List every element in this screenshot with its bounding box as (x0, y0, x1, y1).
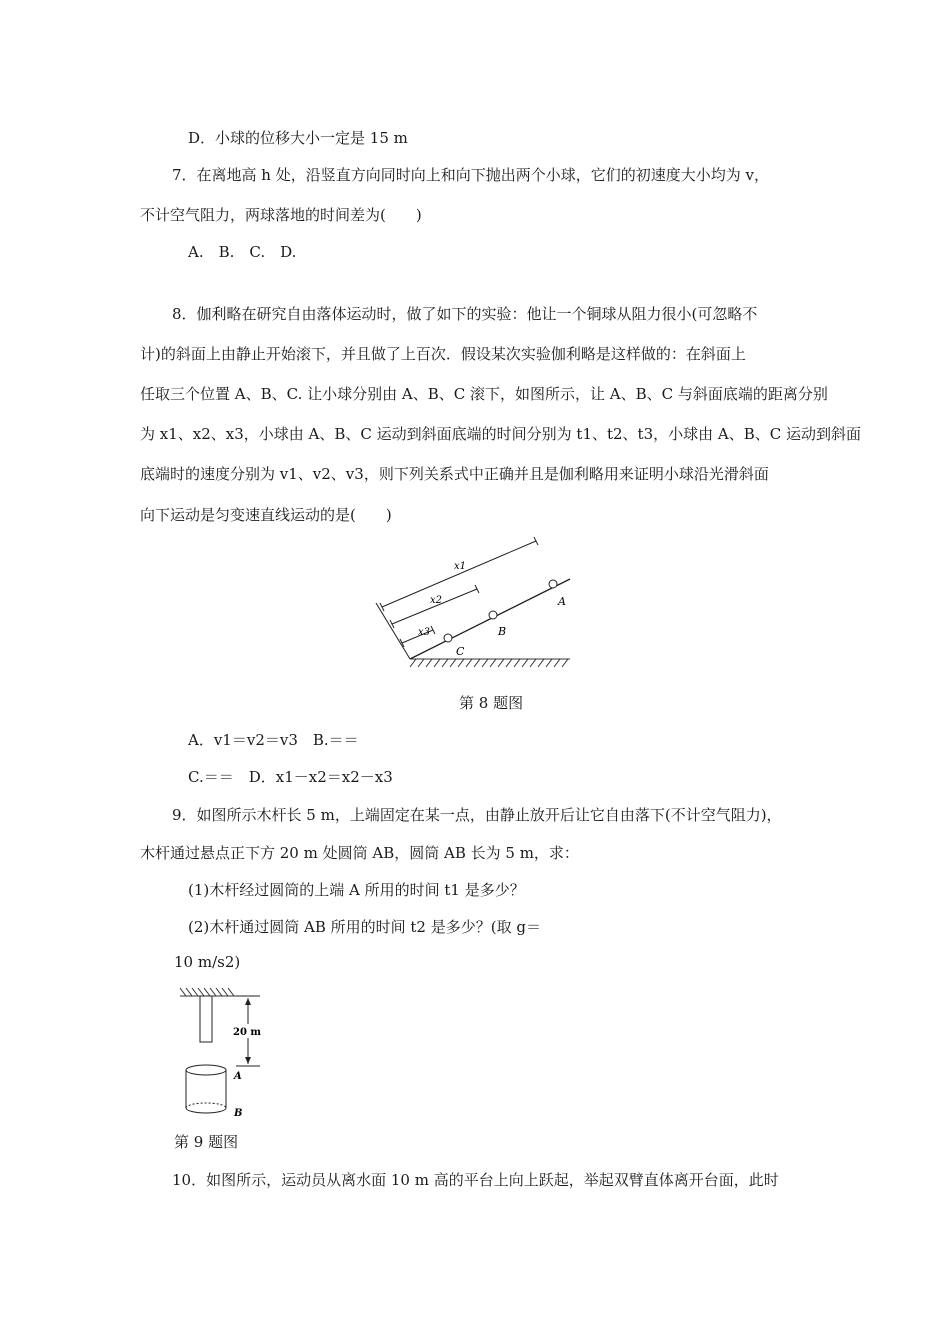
q8-line-2: 计)的斜面上由静止开始滚下，并且做了上百次．假设某次实验伽利略是这样做的：在斜面上 (140, 345, 746, 363)
q8-line-5: 底端时的速度分别为 v1、v2、v3，则下列关系式中正确并且是伽利略用来证明小球沿光滑斜面 (140, 465, 769, 483)
q7-line-2: 不计空气阻力，两球落地的时间差为( ) (140, 206, 422, 224)
ball-b (489, 611, 497, 619)
q9-figure-caption: 第 9 题图 (174, 1133, 239, 1151)
q8-options-cd: C.＝＝ D．x1－x2＝x2－x3 (188, 768, 393, 786)
q8-options-ab: A．v1＝v2＝v3 B.＝＝ (188, 731, 359, 749)
wooden-rod (200, 996, 212, 1042)
label-a: A (234, 1071, 242, 1082)
ground-hatching (410, 659, 570, 667)
q9-line-2: 木杆通过悬点正下方 20 m 处圆筒 AB，圆筒 AB 长为 5 m，求： (140, 844, 579, 862)
cylinder-ab (186, 1065, 226, 1113)
q10-line-1: 10．如图所示，运动员从离水面 10 m 高的平台上向上跃起，举起双臂直体离开台面，此时 (172, 1171, 779, 1189)
q9-sub-1: (1)木杆经过圆筒的上端 A 所用的时间 t1 是多少？ (188, 881, 525, 899)
label-x3: x3 (418, 627, 431, 638)
dimension-lines (376, 537, 538, 659)
incline-surface (410, 579, 570, 659)
q8-line-4: 为 x1、x2、x3，小球由 A、B、C 运动到斜面底端的时间分别为 t1、t2、t3，小球由 A、B、C 运动到斜面 (140, 425, 861, 443)
label-a: A (558, 595, 566, 608)
q9-sub-2-continued: 10 m/s2) (174, 953, 241, 971)
ceiling-hatching (180, 988, 236, 996)
q8-incline-figure (370, 535, 580, 675)
label-b: B (498, 625, 507, 638)
q9-rod-cylinder-figure (176, 986, 266, 1122)
ball-c (444, 634, 452, 642)
label-x1: x1 (454, 561, 467, 572)
label-b: B (234, 1108, 243, 1119)
label-c: C (456, 645, 465, 658)
q8-line-1: 8．伽利略在研究自由落体运动时，做了如下的实验：他让一个铜球从阻力很小(可忽略不 (172, 305, 758, 323)
q9-line-1: 9．如图所示木杆长 5 m，上端固定在某一点，由静止放开后让它自由落下(不计空气阻力)， (172, 806, 782, 824)
q8-figure-caption: 第 8 题图 (459, 694, 524, 712)
q8-line-6: 向下运动是匀变速直线运动的是( ) (140, 506, 392, 524)
ball-a (549, 580, 557, 588)
q6-option-d: D．小球的位移大小一定是 15 m (188, 129, 408, 147)
q9-sub-2: (2)木杆通过圆筒 AB 所用的时间 t2 是多少？(取 g＝ (188, 918, 541, 936)
distance-label: 20 m (233, 1027, 261, 1038)
q7-line-1: 7．在离地高 h 处，沿竖直方向同时向上和向下抛出两个小球，它们的初速度大小均为 v， (172, 166, 769, 184)
label-x2: x2 (430, 595, 443, 606)
q8-line-3: 任取三个位置 A、B、C. 让小球分别由 A、B、C 滚下，如图所示，让 A、B、C 与斜面底端的距离分别 (140, 385, 828, 403)
q7-options: A. B. C. D. (188, 243, 297, 261)
